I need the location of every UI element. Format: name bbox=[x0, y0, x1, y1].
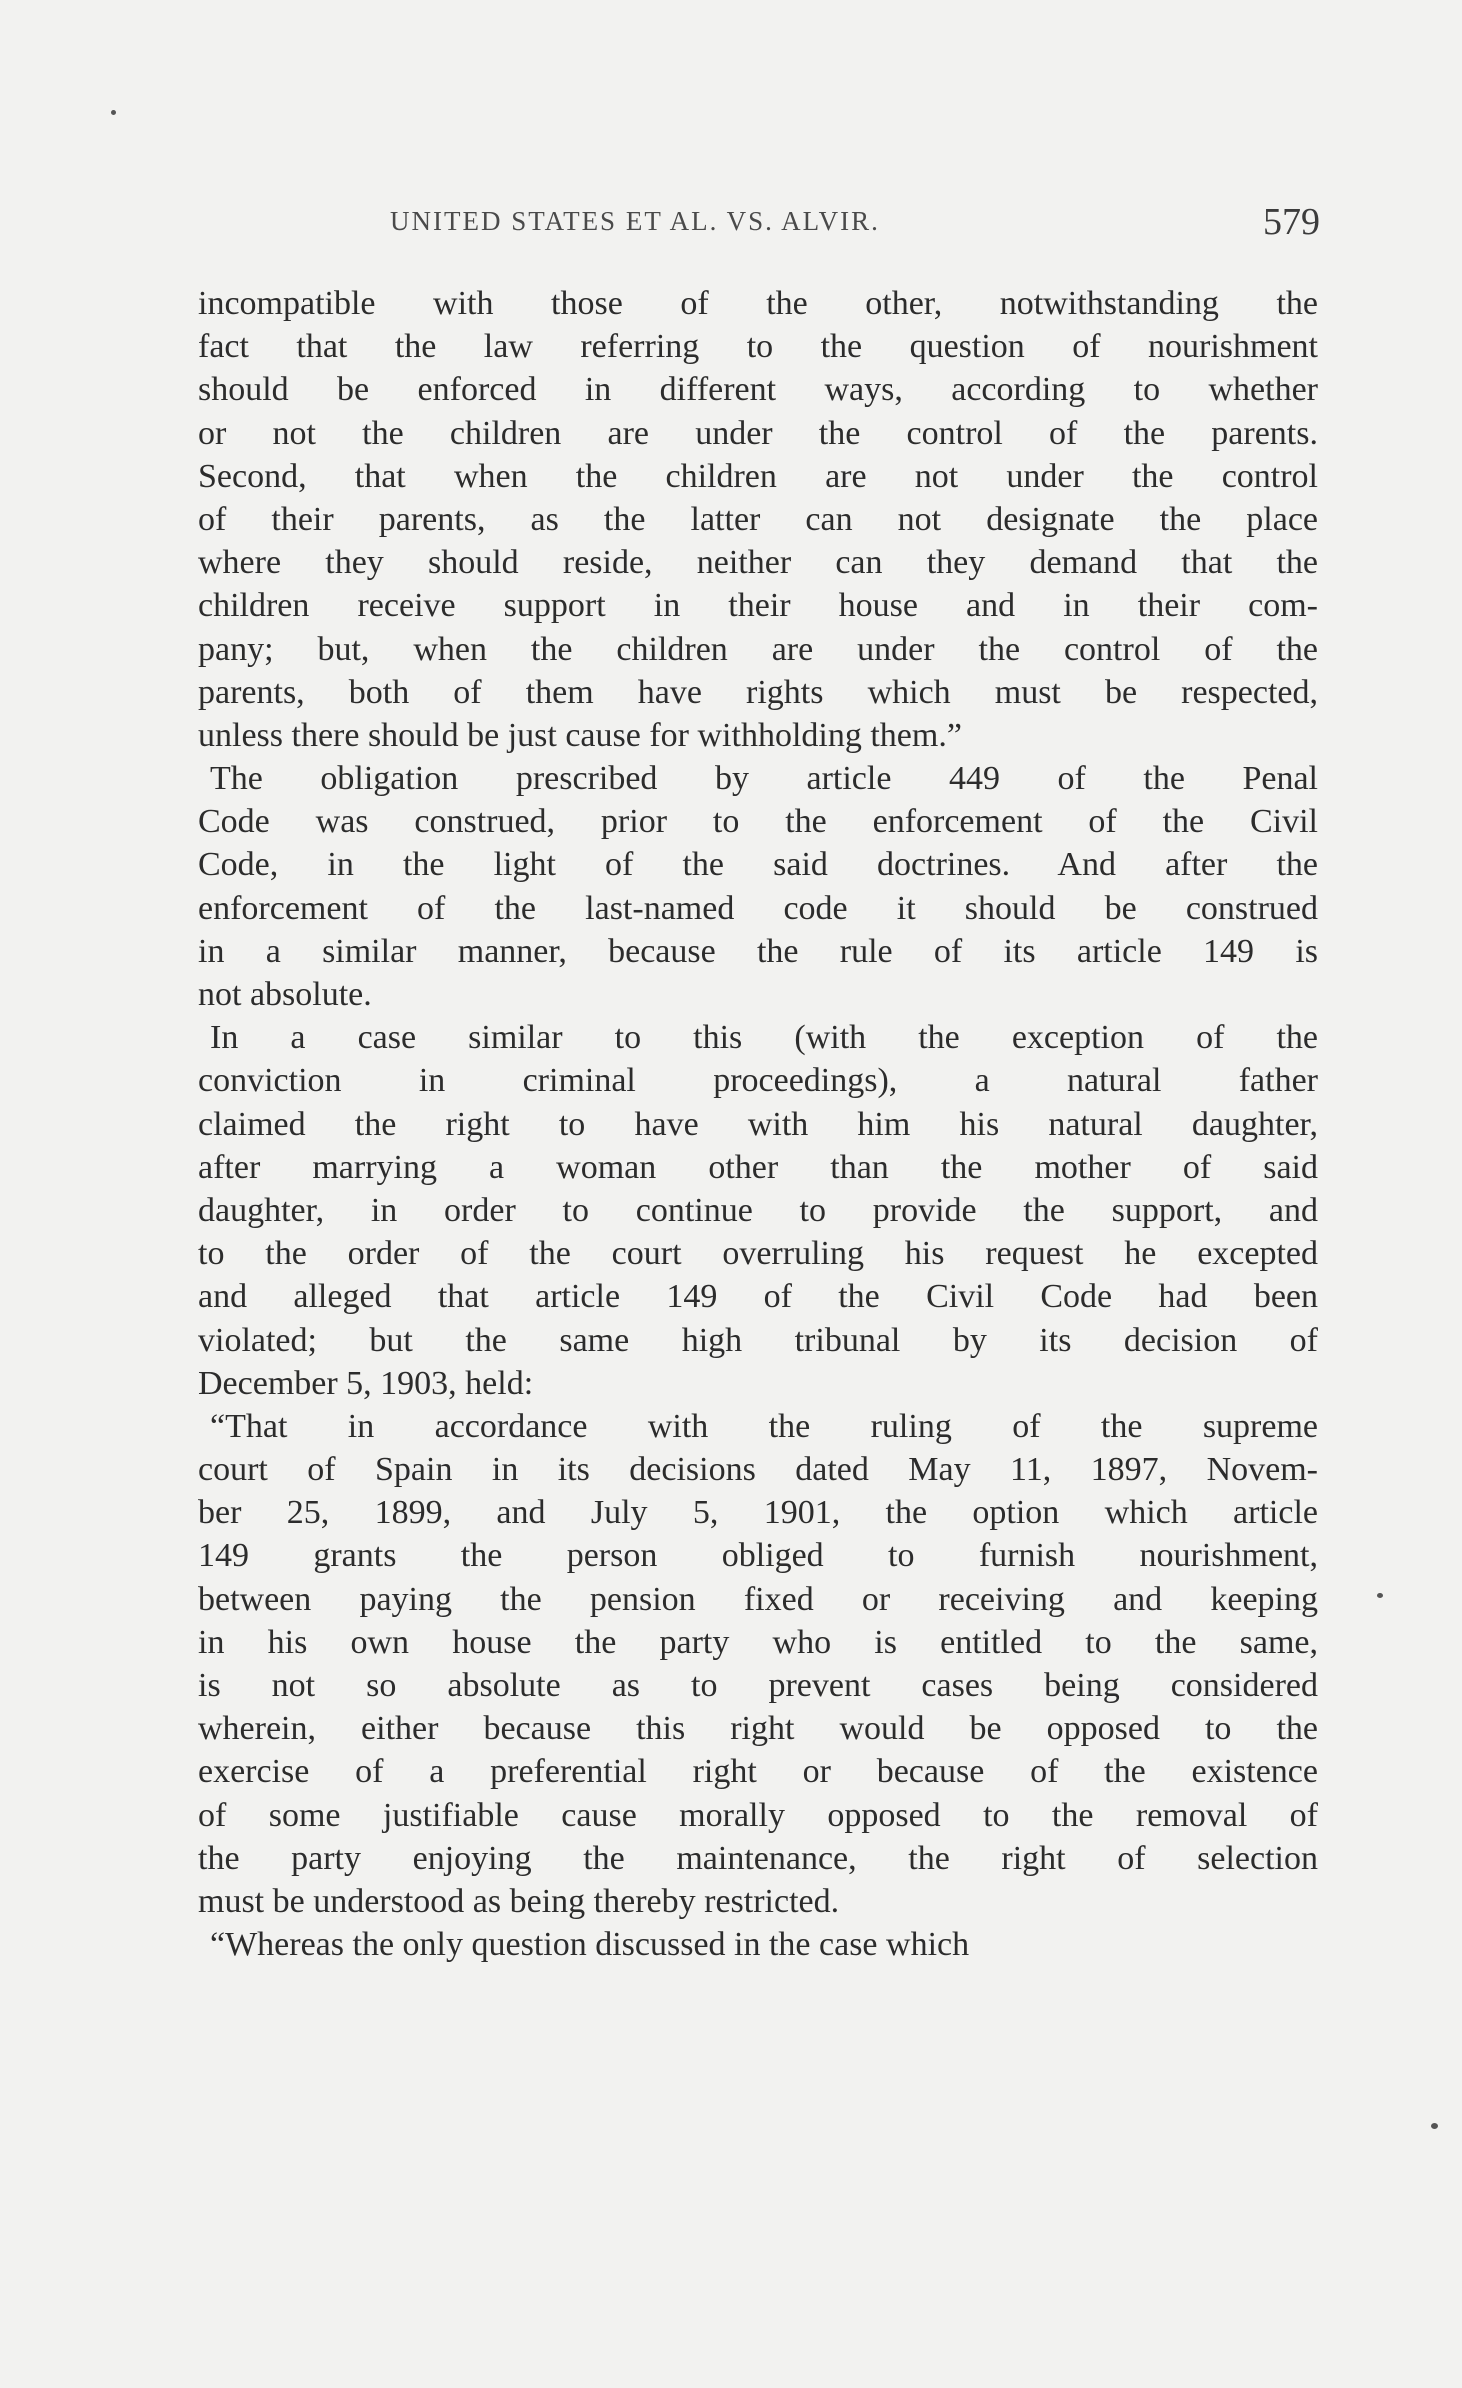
text-line: conviction in criminal proceedings), a natural father bbox=[198, 1062, 1318, 1100]
text-line: or not the children are under the control of the parents. bbox=[198, 414, 1318, 452]
text-line: Code was construed, prior to the enforcement of the Civil bbox=[198, 803, 1318, 841]
text-line: incompatible with those of the other, notwithstanding the bbox=[198, 285, 1318, 322]
page-number: 579 bbox=[1263, 201, 1320, 243]
text-line: must be understood as being thereby restricted. bbox=[198, 1882, 840, 1920]
page-header bbox=[390, 200, 1320, 260]
text-line: Second, that when the children are not under the control bbox=[198, 457, 1318, 495]
scan-speck bbox=[1431, 2123, 1438, 2129]
text-line: The obligation prescribed by article 449 of the Penal bbox=[210, 760, 1318, 798]
text-line: parents, both of them have rights which must be respected, bbox=[198, 673, 1318, 711]
text-line: and alleged that article 149 of the Civil Code had been bbox=[198, 1278, 1318, 1316]
text-line: court of Spain in its decisions dated May 11, 1897, Novem- bbox=[198, 1451, 1318, 1489]
text-line: the party enjoying the maintenance, the right of selection bbox=[198, 1839, 1318, 1877]
text-line: unless there should be just cause for withholding them.” bbox=[198, 716, 962, 754]
text-line: enforcement of the last-named code it should be construed bbox=[198, 889, 1318, 927]
text-line: “Whereas the only question discussed in the case which bbox=[210, 1926, 970, 1964]
text-line: pany; but, when the children are under the control of the bbox=[198, 630, 1318, 668]
text-line: of some justifiable cause morally opposed to the removal of bbox=[198, 1796, 1318, 1834]
text-line: In a case similar to this (with the exception of the bbox=[210, 1019, 1318, 1057]
text-line: “That in accordance with the ruling of the supreme bbox=[210, 1407, 1318, 1445]
text-line: in his own house the party who is entitled to the same, bbox=[198, 1623, 1318, 1661]
text-line: not absolute. bbox=[198, 976, 372, 1013]
text-line: fact that the law referring to the question of nourishment bbox=[198, 328, 1318, 366]
text-line: is not so absolute as to prevent cases being considered bbox=[198, 1667, 1318, 1704]
scan-speck bbox=[111, 110, 116, 115]
text-line: ber 25, 1899, and July 5, 1901, the option which article bbox=[198, 1494, 1318, 1532]
text-line: wherein, either because this right would be opposed to the bbox=[198, 1710, 1318, 1748]
text-line: violated; but the same high tribunal by its decision of bbox=[198, 1321, 1318, 1359]
text-line: 149 grants the person obliged to furnish nourishment, bbox=[198, 1537, 1318, 1575]
text-line: after marrying a woman other than the mother of said bbox=[198, 1148, 1318, 1186]
text-line: December 5, 1903, held: bbox=[198, 1364, 534, 1402]
text-line: should be enforced in different ways, according to whether bbox=[198, 371, 1318, 409]
body-text bbox=[198, 282, 1318, 1966]
text-line: exercise of a preferential right or because of the existence bbox=[198, 1753, 1318, 1791]
text-line: daughter, in order to continue to provide the support, and bbox=[198, 1191, 1318, 1229]
text-line: in a similar manner, because the rule of its article 149 is bbox=[198, 932, 1318, 970]
text-line: to the order of the court overruling his request he excepted bbox=[198, 1235, 1318, 1273]
running-head: UNITED STATES ET AL. VS. ALVIR. bbox=[390, 206, 880, 236]
text-line: where they should reside, neither can they demand that the bbox=[198, 544, 1318, 582]
text-line: of their parents, as the latter can not designate the place bbox=[198, 500, 1318, 538]
text-line: between paying the pension fixed or receiving and keeping bbox=[198, 1580, 1318, 1618]
text-line: children receive support in their house and in their com- bbox=[198, 587, 1318, 625]
text-line: claimed the right to have with him his natural daughter, bbox=[198, 1105, 1318, 1143]
text-line: Code, in the light of the said doctrines. And after the bbox=[198, 846, 1318, 884]
scan-speck bbox=[1377, 1593, 1383, 1598]
